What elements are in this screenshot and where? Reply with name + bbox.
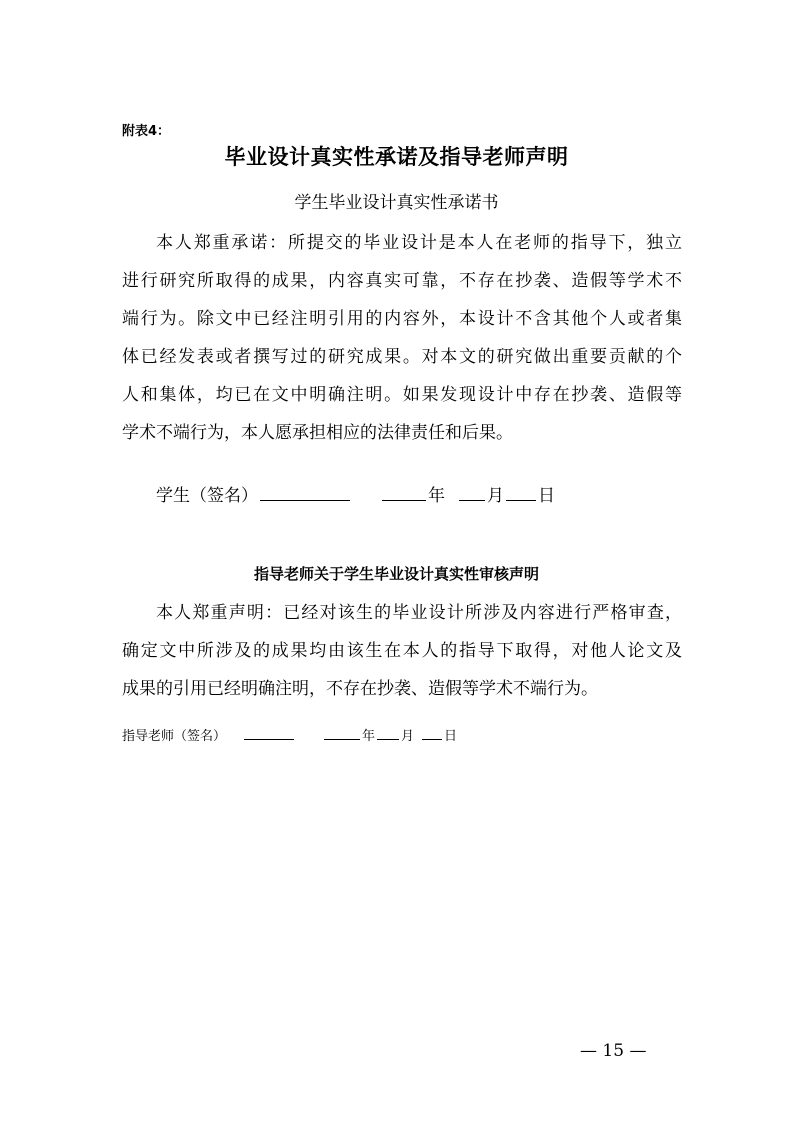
document-title: 毕业设计真实性承诺及指导老师声明 — [224, 145, 569, 169]
paragraph-line: 本人郑重声明：已经对该生的毕业设计所涉及内容进行严格审查， — [156, 603, 682, 623]
teacher-year-field[interactable] — [324, 726, 360, 740]
teacher-month-field[interactable] — [377, 726, 399, 740]
teacher-declaration-title: 指导老师关于学生毕业设计真实性审核声明 — [253, 565, 539, 583]
teacher-signature-row — [122, 725, 457, 744]
teacher-declaration-paragraph — [122, 594, 682, 708]
paragraph-line: 确定文中所涉及的成果均由该生在本人的指导下取得，对他人论文及 — [122, 641, 682, 661]
appendix-label: 附表4： — [122, 124, 171, 139]
student-signature-field[interactable] — [260, 483, 350, 501]
paragraph-line: 学术不端行为，本人愿承担相应的法律责任和后果。 — [122, 423, 513, 443]
paragraph-line: 本人郑重承诺：所提交的毕业设计是本人在老师的指导下，独立 — [156, 233, 682, 253]
page-number: — 15 — — [580, 1041, 647, 1061]
paragraph-line: 进行研究所取得的成果，内容真实可靠，不存在抄袭、造假等学术不 — [122, 271, 682, 291]
paragraph-line: 体已经发表或者撰写过的研究成果。对本文的研究做出重要贡献的个 — [122, 347, 682, 367]
paragraph-line: 成果的引用已经明确注明，不存在抄袭、造假等学术不端行为。 — [122, 679, 598, 699]
student-year-field[interactable] — [382, 483, 426, 501]
month-label: 月 — [487, 486, 504, 506]
day-label: 日 — [538, 486, 555, 506]
student-promise-subtitle: 学生毕业设计真实性承诺书 — [294, 193, 499, 213]
paragraph-line: 端行为。除文中已经注明引用的内容外，本设计不含其他个人或者集 — [122, 309, 682, 329]
teacher-signature-label: 指导老师（签名） — [122, 729, 227, 744]
teacher-day-field[interactable] — [422, 726, 442, 740]
paragraph-line: 人和集体，均已在文中明确注明。如果发现设计中存在抄袭、造假等 — [122, 385, 682, 405]
day-label: 日 — [444, 729, 458, 744]
student-month-field[interactable] — [459, 483, 485, 501]
student-day-field[interactable] — [506, 483, 536, 501]
year-label: 年 — [362, 729, 376, 744]
student-signature-label: 学生（签名） — [156, 486, 258, 506]
teacher-signature-field[interactable] — [244, 726, 294, 740]
student-promise-paragraph — [122, 224, 682, 452]
student-signature-row — [156, 481, 555, 506]
month-label: 月 — [401, 729, 415, 744]
year-label: 年 — [428, 486, 445, 506]
